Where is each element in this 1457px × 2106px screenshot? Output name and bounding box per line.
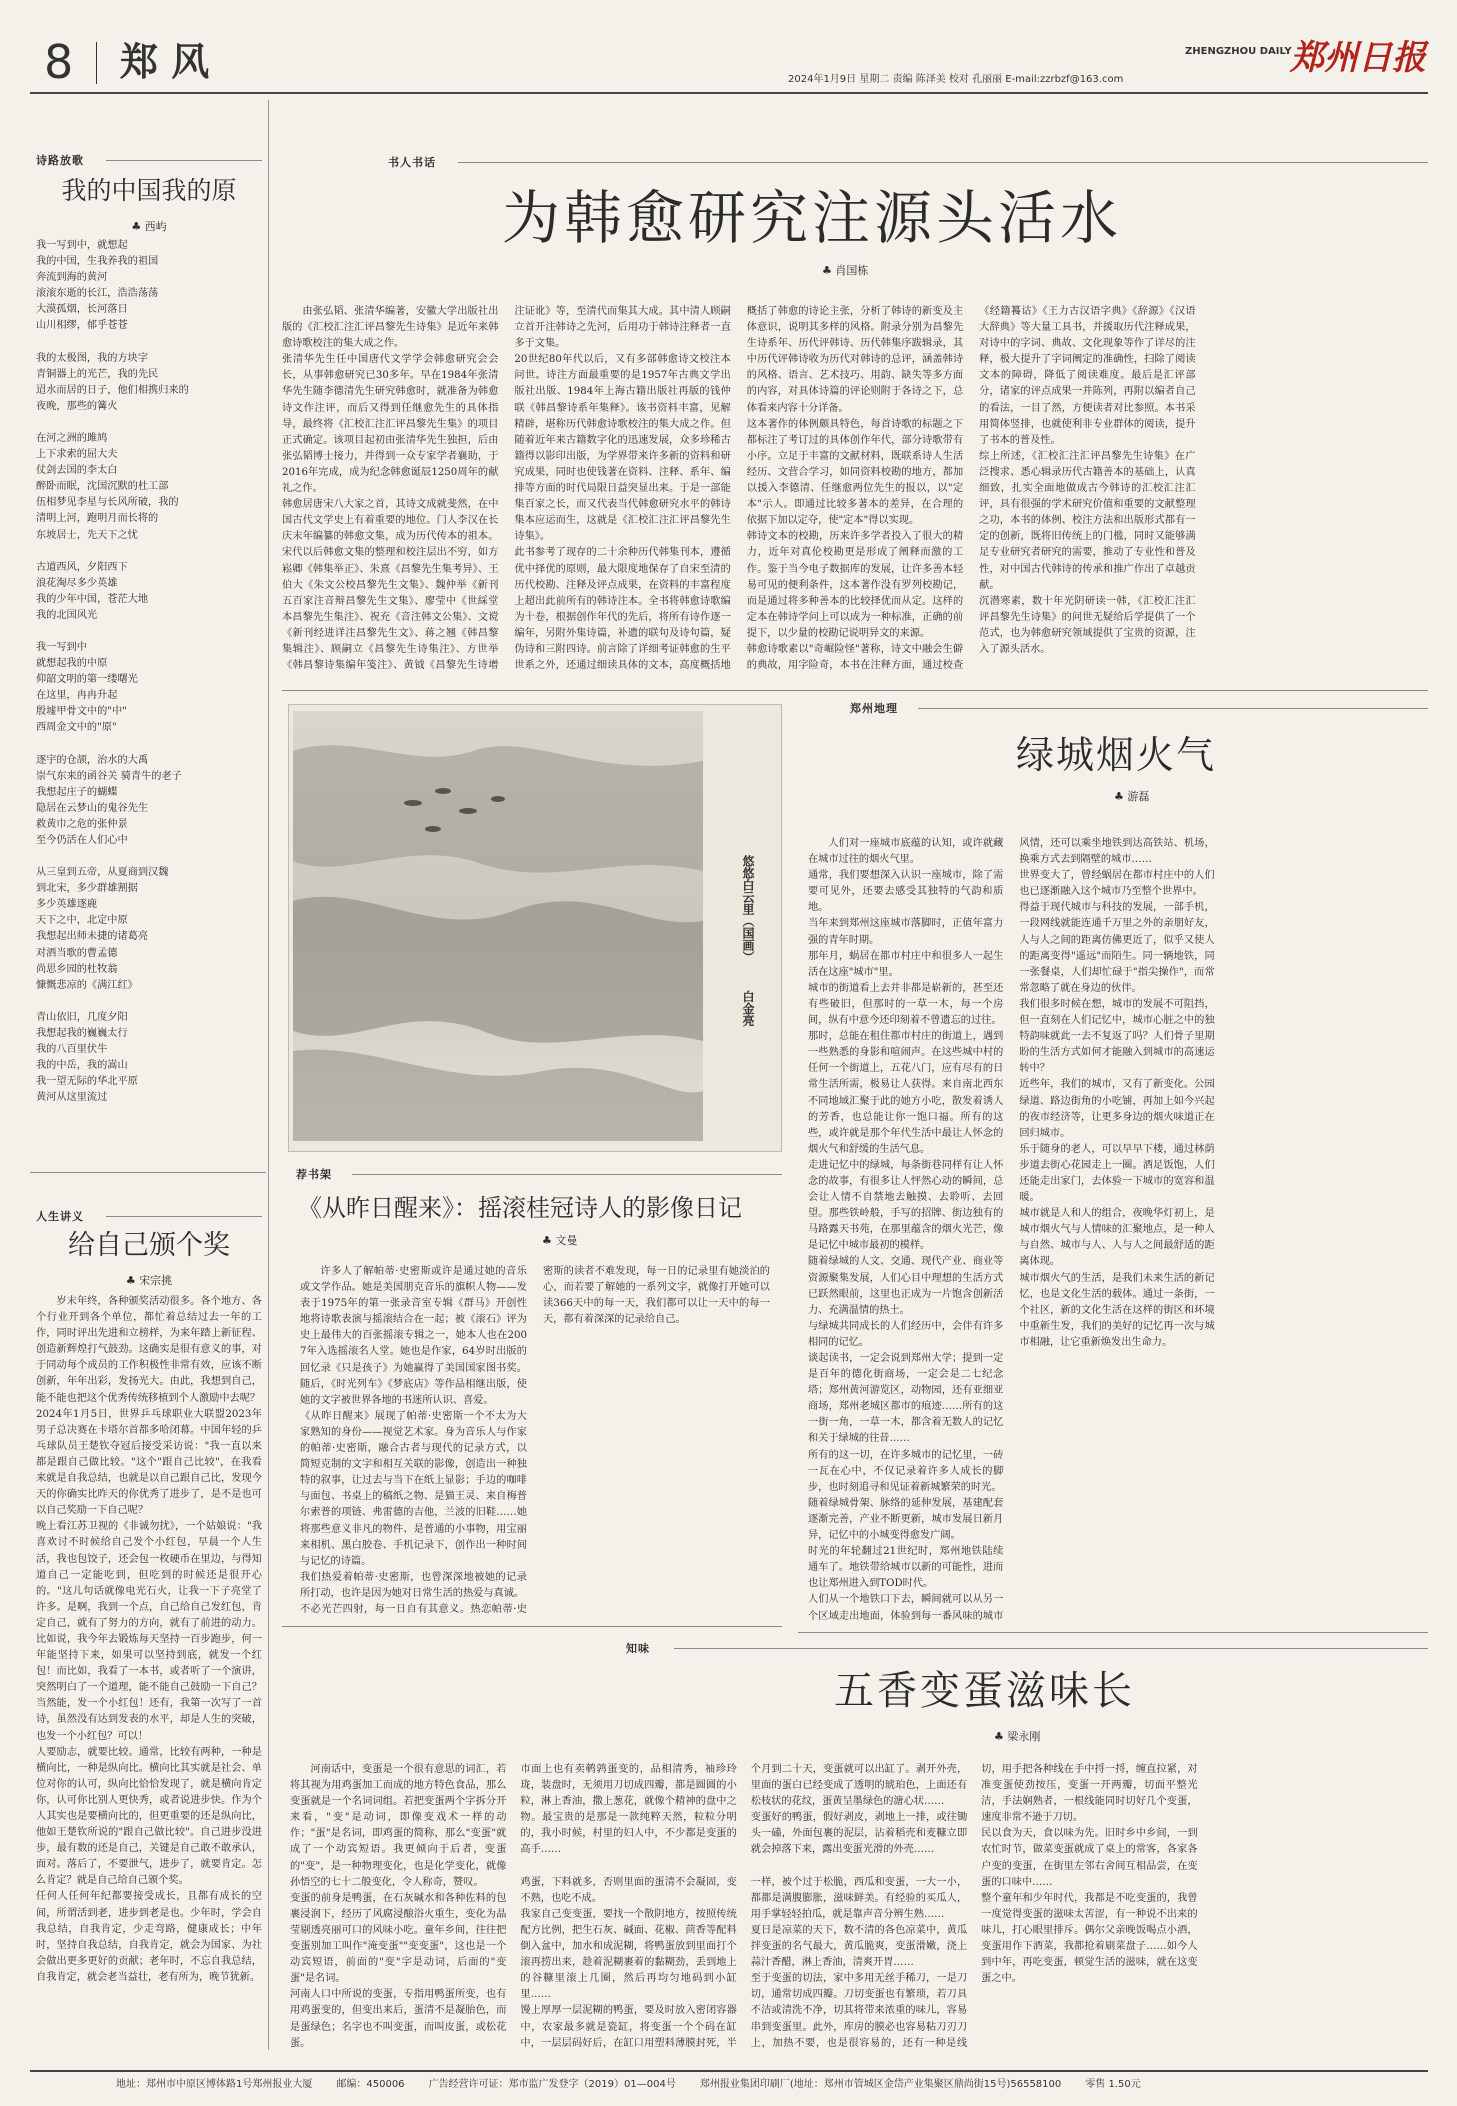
green-city-body: 人们对一座城市底蕴的认知，或许就藏在城市过往的烟火气里。 通常，我们要想深入认识一座城市，除了需要可见外，还要去感受其独特的气韵和质地。 当年来到郑州这座城市落脚时，正值年富力强的青年时期。 那年月，蜗居在都市村庄中和很多人一起生活在这座"城市"里。 城市的街道看上去并非都是崭新的，甚至还有些破旧，但那时的一草一木，每一个房间，纵有中意今还印刻着不曾遗忘的过往。 那时，总能在租住都市村庄的街道上，遇到一些熟悉的身影和喧闹声。在这些城中村的任何一个街道上，五花八门，应有尽有的日常生活所需，极易让人获得。来自南北西东不同地域汇聚于此的她方小吃，散发着诱人的芳香，也总能让你一饱口福。所有的这些，或许就是那个年代生活中最让人怀念的烟火气和舒缓的生活气息。 走进记忆中的绿城，每条街巷同样有让人怀念的故事，有很多让人怦然心动的瞬间，总会让人情不自禁地去触摸、去聆听、去回望。那些铁岭般，手写的招牌、街边独有的马路露天书苑，在那里蕴含的烟火光芒，像是记忆中城市最初的模样。 随着绿城的人文、交通、现代产业、商业等资源聚集发展，人们心目中理想的生活方式已跃然眼前，这里也正成为一片饱含创新活力、充满温情的热土。 与绿城共同成长的人们经历中，会伴有许多相同的记忆。 谈起读书，一定会说到郑州大学；提到一定是百年的德化街商场，一定会是二七纪念塔；郑州黄河游览区，动物园，还有亚细亚商场，郑州老城区都市的痕迹……所有的这一街一角，一草一木，都含着无数人的记忆和关于绿城的往昔…… 所有的这一切，在许多城市的记忆里，一砖一瓦在心中，不仅记录着许多人成长的脚步，也时刻追寻和见证着新城繁荣的时光。 随着绿城骨架、脉络的延伸发展，基建配套逐渐完善，产业不断更新，城市发展日新月异，记忆中的小城变得愈发广阔。 时光的年轮翻过21世纪时，郑州地铁陆续通车了。地铁带给城市以新的可能性，进而也让郑州进入到TOD时代。 人们从一个地铁口下去，瞬间就可以从另一个区域走出地面，体验到每一番风味的城市风情，还可以乘坐地铁到达高铁站、机场，换乘方式去到隔壁的城市…… 世界变大了，曾经蜗居在都市村庄中的人们也已逐渐融入这个城市乃至整个世界中。 得益于现代城市与科技的发展，一部手机，一段网线就能连通千万里之外的亲朋好友，人与人之间的距离仿佛更近了，似乎又使人的距离变得"遥远"而陌生。同一辆地铁，同一张餐桌，人们却忙碌于"指尖操作"，而常常忽略了就在身边的伙伴。 我们很多时候在想，城市的发展不可阻挡，但一直刻在人们记忆中，城市心脏之中的独特韵味就此一去不复返了吗？人们骨子里期盼的生活方式如何才能融入到城市的高速运转中？ 近些年，我们的城市，又有了新变化。公园绿道、路边街角的小吃铺，再加上如今兴起的夜市经济等，让更多身边的烟火味道正在回归城市。 乐于随身的老人，可以早早下楼，通过林荫步道去街心花园走上一圈。酒足饭饱，人们还能走出家门，去体验一下城市的宽容和温暖。 城市就是人和人的组合，夜晚华灯初上，是城市烟火气与人情味的汇聚地点，是一种人与自然、城市与人、人与人之间最舒适的距离体现。 城市烟火气的生活，是我们未来生活的新记忆，也是文化生活的载体。通过一条街，一个社区，新的文化生活在这样的街区和环境中重新生发，我们的美好的记忆再一次与城市相融，让它重新焕发出生命力。 (808, 838, 1215, 1622)
award-section-label: 人生讲义 (36, 1210, 84, 1223)
review-title: 《从昨日醒来》：摇滚桂冠诗人的影像日记 (298, 1194, 742, 1222)
award-title: 给自己颁个奖 (68, 1230, 230, 1261)
poem-stanza: 从三皇到五帝，从夏商到汉魏 到北宋，多少群雄割据 多少英雄逐鹿 天下之中，北定中原 我想起出师未捷的诸葛亮 对酒当歌的曹孟德 尚思乡园的杜牧翁 慷慨悲凉的《满江红》 (36, 867, 169, 991)
main-article-header (282, 154, 1428, 314)
main-body: 由张弘韬、张清华编著，安徽大学出版社出版的《汇校汇注汇评昌黎先生诗集》是近年来韩愈诗歌校注的集大成之作。 张清华先生任中国唐代文学学会韩愈研究会会长，从事韩愈研究已30多年。早在1984年张清华先生随李德清先生研究韩愈时，就准备为韩愈诗文作注评，而后又得到任继愈先生的具体指导，最终将《汇校汇注汇评昌黎先生集》的项目正式确定。该项目起初由张清华先生独担，后由张弘韬博士接力，并得到一众专家学者襄助，于2016年完成，成为纪念韩愈诞辰1250周年的献礼之作。 韩愈居唐宋八大家之首，其诗文成就斐然，在中国古代文学史上有着重要的地位。门人李汉在长庆末年编纂的韩愈文集，成为历代传本的祖本。宋代以后韩愈文集的整理和校注层出不穷，如方崧卿《韩集举正》、朱熹《昌黎先生集考异》、王伯大《朱文公校昌黎先生文集》、魏仲举《新刊五百家注音辩昌黎先生文集》、廖莹中《世綵堂本昌黎先生集注》、祝充《音注韩文公集》、文谠《新刊经进详注昌黎先生文》、蒋之翘《韩昌黎集辑注》、顾嗣立《昌黎先生诗集注》、方世举《韩昌黎诗集编年笺注》、黄钺《昌黎先生诗增注证讹》等，至清代而集其大成。其中清人顾嗣立首开注韩诗之先河，后用功于韩诗注释者一直多于文集。 20世纪80年代以后，又有多部韩愈诗文校注本问世。诗注方面最重要的是1957年古典文学出版社出版、1984年上海古籍出版社再版的钱仲联《韩昌黎诗系年集释》。该书资料丰富，见解精辟，堪称历代韩愈诗歌校注的集大成之作。但随着近年来古籍数字化的迅速发展，众多珍稀古籍得以影印出版，为学界带来许多新的资料和研究成果，同时也使钱著在资料、注释、系年、编排等方面的时代局限日益突显出来。于是一部能集百家之长，而又代表当代韩愈研究水平的韩诗集本应运而生，这就是《汇校汇注汇评昌黎先生诗集》。 此书参考了现存的二十余种历代韩集刊本，遵循优中择优的原则，最大限度地保存了自宋至清的历代校勘、注释及评点成果，在资料的丰富程度上超出此前所有的韩诗注本。全书将韩愈诗歌编为十卷，根据创作年代的先后，将所有诗作逐一编年，另附外集诗篇，补遗的联句及诗句篇，疑伪诗和三附四诗。前言除了详细考证韩愈的生平世系之外，还通过细读具体的文本，高度概括地概括了韩愈的诗论主张，分析了韩诗的新变及主体意识，说明其多样的风格。附录分别为昌黎先生诗系年、历代评韩诗、历代韩集序跋辑录，其中历代评韩诗收为历代对韩诗的总评，涵盖韩诗的风格、语言、艺术技巧、用韵、缺失等多方面的内容，对具体诗篇的评论则附于各诗之下，总体看来内容十分详备。 这本著作的体例颇具特色，每首诗歌的标题之下都标注了考订过的具体创作年代，部分诗歌带有小序。立足于丰富的文献材料，既联系诗人生活经历、文营合学习，如同资料校勘的地方，都加以援入李德清、任继愈两位先生的报以，以"定本"示人。即通过比较多著本的差异，在合理的依据下加以定夺，使"定本"得以实现。 韩诗文本的校勘，历来许多学者投入了很大的精力，近年对真伦校勘更是形成了阐释而激的工作。鉴于当今电子数据库的发展，让许多善本轻易可见的便利条件，这本著作没有罗列校勘记，而是通过将多种善本的比较择优而从定。这样的定本在韩诗学问上可以成为一种标准，正确的前提下，以少量的校勘记说明异文的来源。 韩愈诗歌素以"奇崛险怪"著称，诗文中融会生僻的典故，用字险奇，本书在注释方面，通过校查《经籍籑诂》《王力古汉语字典》《辞源》《汉语大辞典》等大量工具书，并援取历代注释成果，对诗中的字词、典故、文化现象等作了详尽的注释，极大提升了字词阐定的准确性，扫除了阅读文本的障碍，降低了阅读难度。最后是汇评部分，诸家的评点成果一并陈列，再附以编者自己的看法，一目了然，方便读者对比参照。本书采用简体竖排，也就使利非专业群体的阅读，提升了书本的普及性。 综上所述，《汇校汇注汇评昌黎先生诗集》在广泛搜求、悉心辑录历代古籍善本的基础上，认真细致，扎实全面地做成古今韩诗的汇校汇注汇评，具有很强的学术研究价值和重要的文献整理之功，本书的体例、校注方法和出版形式都有一定的创新，既将旧传统上的门槛，同时又能够满足专业研究者研究的需要，推动了专业性和普及性，对中国古代韩诗的传承和推广作出了卓越贡献。 沉潜寒素，数十年光阴研读一韩，《汇校汇注汇评昌黎先生诗集》的问世无疑给后学提供了一个范式，也为韩愈研究领域提供了宝贵的资源，注入了源头活水。 (282, 306, 1196, 672)
main-bottom-rule (282, 690, 1428, 691)
footer-rule (30, 2070, 1428, 2072)
review-body: 许多人了解帕蒂·史密斯或许是通过她的音乐或文学作品。她是美国朋克音乐的旗帜人物——发表于1975年的第一张录音室专辑《群马》开创性地将诗歌表演与摇滚结合在一起；被《滚石》评为史上最伟大的百张摇滚专辑之一，她本人也在2007年入选摇滚名人堂。她也是作家，64岁时出版的回忆录《只是孩子》为她赢得了美国国家图书奖。随后，《时光列车》《梦底店》等作品相继出版，使她的文字被世界各地的书迷所认识、喜爱。 《从昨日醒来》展现了帕蒂·史密斯一个不太为大家熟知的身份——视觉艺术家。身为音乐人与作家的帕蒂·史密斯，融合古者与现代的记录方式，以简短克制的文字和相互关联的影像，创造出一种独特的叙事，让过去与当下在纸上显影；手边的咖啡与面包、书桌上的稿纸之物、是猫王灵、来自梅普尔索普的项链、弗雷德的吉他，兰波的旧鞋……她将那些意义非凡的物件、是普通的小事物，用宝丽来相机、黑白胶卷、手机记录下，创作出一种时间与记忆的诗篇。 我们热爱着帕蒂·史密斯，也曾深深地被她的记录所打动，也许是因为她对日常生活的热爱与真诚。 不必光芒四射，每一日自有其意义。热恋帕蒂·史密斯的读者不难发现，每一日的记录里有她淡泊的心，而若要了解她的一系列文字，就像打开她可以读366天中的每一天，我们都可以让一天中的每一天，都有着深深的记录给自己。 (300, 1266, 770, 1615)
poem-stanza: 逐宇的仓颉，治水的大禹 崇气东来的函谷关 骑青牛的老子 我想起庄子的蝴蝶 隐居在云梦山的鬼谷先生 救黄巾之危的张仲景 至今仍活在人们心中 (36, 754, 182, 846)
green-city-title: 绿城烟火气 (1016, 733, 1217, 777)
main-section-label: 书人书话 (388, 156, 436, 169)
masthead-rule (30, 92, 1428, 94)
egg-author: ♣ 梁永刚 (994, 1730, 1041, 1743)
painting-image (293, 711, 763, 1141)
poem-stanza: 我一写到中，就想起 我的中国，生我养我的祖国 奔流到海的黄河 滚滚东逝的长江，浩浩荡荡 大漠孤烟，长河落日 山川相缪，郁乎苍苍 (36, 240, 159, 332)
section-rule (106, 160, 262, 161)
english-name: ZHENGZHOU DAILY (1185, 46, 1292, 57)
poem-author: ♣ 西屿 (131, 220, 167, 233)
section-rule (106, 1216, 262, 1217)
green-city-author-name: 游磊 (1127, 790, 1150, 803)
poem-section-label: 诗路放歌 (36, 154, 84, 167)
poem-body (36, 238, 262, 1156)
green-city-bottom-rule (798, 1632, 1428, 1633)
egg-body: 河南话中，变蛋是一个很有意思的词汇，若将其视为用鸡蛋加工而成的地方特色食品，那么变蛋就是一个名词词组。若把变蛋两个字拆分开来看，"变"是动词，即像变戏术一样的动作；"蛋"是名词，即鸡蛋的简称，那么"变蛋"就成了一个动宾短语。我更倾向于后者，变蛋的"变"，是一种物理变化，也是化学变化，就像孙悟空的七十二般变化，令人称奇，赞叹。 变蛋的前身是鸭蛋，在石灰碱水和各种佐料的包裹浸润下，经历了风腐浸酿浴火重生，变化为晶莹剔透亮丽可口的风味小吃。童年乡间，往往把变蛋别加工叫作"淹变蛋""变变蛋"，这也是一个动宾短语，前面的"变"字是动词，后面的"变蛋"是名词。 河南人口中所说的变蛋，专指用鸭蛋所变，也有用鸡蛋变的，但变出来后，蛋清不是凝胎色，而是蛋绿色；名字也不叫变蛋，而叫皮蛋，或松花蛋。 市面上也有卖鹌鹑蛋变的，品相清秀，袖珍玲珑，装盘时，无须用刀切成四瓣，都是圆圆的小粒，淋上香油，撒上葱花，就像个精神的盘中之物。最宝贵的是那是一款纯粹天然，粒粒分明的，我小时候，村里的妇人中，不少都是变蛋的高手…… 鸡蛋，下料就多，否则里面的蛋清不会凝固，变不熟，也吃不成。 我家自己变变蛋，要找一个散阴地方，按照传统配方比例，把生石灰、碱面、花椒、茴香等配料倒入盆中，加水和成泥糊，将鸭蛋放到里面打个滚再捞出来，趁着泥糊裹着的黏糊劲，丢到地上的谷糠里滚上几圈，然后再均匀地码到小缸里…… 馒上厚厚一层泥糊的鸭蛋，要及时放入密闭容器中，农家最多就是瓷缸，将变蛋一个个码在缸中，一层层码好后，在缸口用塑料薄膜封死，半个月到二十天，变蛋就可以出缸了。剥开外壳，里面的蛋白已经变成了透明的琥珀色，上面还有松枝状的花纹，蛋黄呈墨绿色的溏心状…… 变蛋好的鸭蛋，假好剥皮，剥地上一排，或往锄头一磕，外面包裹的泥层，沾着稻壳和麦糠立即就会掉落下来，露出变蛋光滑的外壳…… 一样，被个过于松脆，西瓜和变蛋，一大一小，都都是满腹膨胀，滋味鲜美。有经验的买瓜人，用手掌轻轻拍瓜，就是靠声音分辨生熟…… 夏日是凉菜的天下，数不清的各色凉菜中，黄瓜拌变蛋的名气最大，黄瓜脆爽，变蛋滑嫩，浇上蒜汁香醋，淋上香油，清爽开胃…… 至于变蛋的切法，家中多用无丝手稀刀，一是刀切，通常切成四瓣。刀切变蛋也有繁琐，若刀具不洁或清洗不净，切其将带来浓重的味儿，容易串到变蛋里。此外，库房的膜必也容易粘刀刃刀上，加热不要，也是很容易的，还有一种是线切，用手把各种线在手中捋一捋，缠直拉紧，对准变蛋使劲按压，变蛋一开两瓣，切面平整光洁，手法娴熟者，一根线能同时切好几个变蛋，速度非常不逊于刀切。 民以食为天，食以味为先。旧时乡中乡间，一到农忙时节，做菜变蛋就成了桌上的常客，各家各户变的变蛋，在街里左邻右舍间互相品尝，在变蛋的口味中…… 整个童年和少年时代，我都是不吃变蛋的，我曾一度觉得变蛋的滋味太苦涩，有一种说不出来的味儿，打心眼里排斥。偶尔父亲晚饭喝点小酒，变蛋用作下酒菜，我都抢着刷菜盘子……如今人到中年，再吃变蛋，顿觉生活的滋味，就在这变蛋之中。 (290, 1764, 1198, 2049)
main-title: 为韩愈研究注源头活水 (502, 184, 1123, 252)
green-city-author: ♣ 游磊 (1114, 790, 1150, 803)
poem-stanza: 我一写到中 就想起我的中原 仰韶文明的第一缕曙光 在这里，冉冉升起 殷墟甲骨文中的"中" 西周金文中的"原" (36, 641, 138, 734)
review-section-label: 荐书架 (296, 1168, 332, 1181)
masthead (30, 36, 1428, 88)
green-city-header (798, 700, 1428, 830)
footer-price: 零售 1.50元 (1085, 2079, 1141, 2090)
poem-title: 我的中国我的原 (61, 176, 237, 205)
page-name: 郑 风 (120, 39, 210, 84)
award-author-name: 宋宗挑 (139, 1274, 173, 1287)
poem-author-name: 西屿 (144, 220, 167, 233)
footer-license: 广告经营许可证：郑市监广发登字（2019）01—004号 (428, 2079, 676, 2090)
main-author: ♣ 肖国栋 (822, 264, 869, 277)
egg-header (604, 1640, 1428, 1760)
review-header (282, 1166, 782, 1262)
egg-author-name: 梁永刚 (1007, 1730, 1041, 1743)
poem-stanza: 我的太极图，我的方块字 青铜器上的光芒，我的先民 迢水而居的日子，他们相携归来的 夜晚，那些的篝火 (36, 352, 189, 412)
column-divider (268, 100, 269, 2050)
edition-info: 2024年1月9日 星期二 责编 陈泽美 校对 孔丽丽 E-mail:zzrbzf@163.com (788, 74, 1124, 85)
review-author-name: 文曼 (555, 1234, 578, 1247)
poem-stanza: 青山依旧，几度夕阳 我想起我的巍巍太行 我的八百里伏牛 我的中岳，我的嵩山 我一望无际的华北平原 黄河从这里流过 (36, 1011, 138, 1104)
section-rule (352, 1174, 782, 1175)
poem-stanza: 古道西风，夕阳西下 浪花淘尽多少英雄 我的少年中国，苍茫大地 我的北国风光 (36, 561, 149, 621)
green-city-section-label: 郑州地理 (850, 702, 898, 715)
review-bottom-rule (282, 1626, 782, 1627)
painting-caption (737, 855, 755, 1027)
page-number: 8 (44, 35, 74, 89)
award-author: ♣ 宋宗挑 (125, 1274, 173, 1287)
footer-address: 地址：郑州市中原区博体路1号郑州报业大厦 (116, 2079, 313, 2090)
painting (288, 704, 782, 1152)
egg-title: 五香变蛋滋味长 (834, 1668, 1135, 1714)
footer-printer: 郑州报业集团印刷厂(地址：郑州市管城区金岱产业集聚区鼎尚街15号)56558100 (699, 2079, 1062, 2090)
review-author: ♣ 文曼 (542, 1234, 578, 1247)
award-essay-header (36, 1208, 262, 1287)
section-rule (918, 708, 1428, 709)
section-rule (674, 1648, 1428, 1649)
painting-title: 悠悠白云里（国画） (741, 855, 755, 963)
divider-line (96, 42, 97, 84)
painting-artist: 白金亮 (741, 990, 755, 1027)
newspaper-logo: 郑州日报 (1290, 38, 1426, 78)
egg-section-label: 知味 (626, 1642, 650, 1655)
award-body: 岁末年终，各种颁奖活动很多。各个地方、各个行业开到各个单位，都忙着总结过去一年的工作，同时评出先进和立榜样，为来年踏上新征程、创造新辉煌打气鼓劲。这确实是很有意义的事，对于同动每个成员的工作积极性非常有效，应该不断创新，年年出彩，发扬光大。由此，我想到自己，能不能也把这个优秀传统移植到个人激励中去呢？ 2024年1月5日，世界乒乓球职业大联盟2023年男子总决赛在卡塔尔首都多哈闭幕。中国年轻的乒乓球队员王楚钦夺冠后接受采访说："我一直以来都是跟自己做比较。"这个"跟自己比较"，在我看来就是自我总结，也就是以自己跟自己比，发现今天的你确实比昨天的你优秀了进步了，是不是也可以自己奖励一下自己呢？ 晚上看江苏卫视的《非诚勿扰》，一个姑娘说："我喜欢讨不时候给自己发个小红包，早晨一个人生活，我也包饺子，还会包一枚硬币在里边，与得知道自己一定能吃到，但吃到的时候还是很开心的。"这儿句话就像电光石火，让我一下子亮堂了许多。是啊，我到一个点，自己给自己发红包，肯定自己，就有了努力的方向，就有了前进的动力。比如说，我今年去锻炼每天坚持一百步跑步，何一年能坚持下来，如果可以坚持到底，就发一个红包！而比如，我看了一本书，或者听了一个演讲，突然明白了一个道理，能不能自己鼓励一下自己？当然能，发一个小红包！还有，我第一次写了一首诗，虽然没有达到发表的水平，却是人生的突破，也发一个小红包？可以！ 人要励志，就要比较。通常，比较有两种，一种是横向比，一种是纵向比。横向比其实就是社会、单位对你的认可，纵向比恰恰发现了，就是横向肯定你，认可你比别人更快秀，或者说进步快。作为个人其实也是要横向比的，但更重要的还是纵向比，他如王楚钦所说的"跟自己做比较"。自己进步没进步，最有数的还是自己，关键是自己敢不敢承认，面对。落后了，不要泄气，进步了，就要肯定。怎么肯定？就是自己给自己颁个奖。 任何人任何年纪都要接受成长，且都有成长的空间，所谓活到老，进步到老是也。少年时，学会自我总结，自我肯定，少走弯路，健康成长；中年时，坚持自我总结，自我肯定，就会为国家、为社会做出更多更好的贡献；老年时，不忘自我总结，自我肯定，就会老当益壮，老有所为，晚节犹新。 (36, 1296, 262, 1983)
poem-bottom-rule (30, 1172, 266, 1173)
footer-postcode: 邮编：450006 (336, 2079, 405, 2090)
section-rule (458, 162, 1428, 163)
main-author-name: 肖国栋 (835, 264, 869, 277)
poem-stanza: 在河之洲的雎鸠 上下求索的屈大夫 仗剑去国的李太白 醉卧而眠，沈国沉默的杜工部 伍相梦见李星与长风所破，我的 清明上河，跑明月而长将的 东坡居士，先天下之忧 (36, 432, 179, 541)
footer (116, 2076, 1416, 2094)
